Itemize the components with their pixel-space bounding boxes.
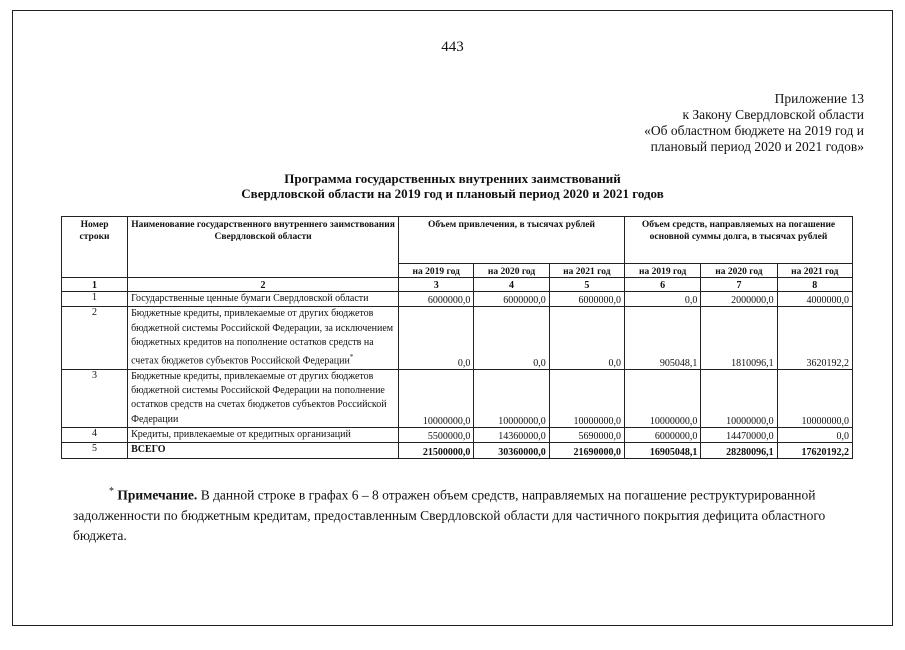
cell-value: 0,0 (625, 292, 701, 307)
cell-value: 6000000,0 (474, 292, 549, 307)
column-number: 3 (399, 278, 474, 292)
cell-value: 17620192,2 (777, 443, 852, 458)
cell-value: 0,0 (474, 307, 549, 370)
header-year: на 2019 год (625, 264, 701, 278)
cell-value: 6000000,0 (625, 428, 701, 443)
header-year: на 2021 год (777, 264, 852, 278)
cell-value: 14470000,0 (701, 428, 777, 443)
document-page (12, 10, 893, 626)
row-name: ВСЕГО (128, 443, 399, 458)
row-name: Кредиты, привлекаемые от кредитных организаций (128, 428, 399, 443)
borrowings-table (61, 216, 853, 459)
cell-value: 10000000,0 (701, 369, 777, 427)
title-line: Программа государственных внутренних заимствований (284, 171, 621, 186)
header-row-number: Номер строки (62, 217, 128, 278)
cell-value: 10000000,0 (625, 369, 701, 427)
row-number: 4 (62, 428, 128, 443)
column-number: 4 (474, 278, 549, 292)
cell-value: 10000000,0 (474, 369, 549, 427)
table-row (62, 369, 853, 427)
appendix-line: к Закону Свердловской области (682, 107, 864, 122)
row-name: Бюджетные кредиты, привлекаемые от других бюджетов бюджетной системы Российской Федерации на пополнение остатков средств на счетах бюджетов субъектов Российской Федерации (128, 369, 399, 427)
cell-value: 16905048,1 (625, 443, 701, 458)
cell-value: 10000000,0 (549, 369, 624, 427)
column-number: 1 (62, 278, 128, 292)
table-row-total (62, 443, 853, 458)
cell-value: 6000000,0 (549, 292, 624, 307)
appendix-line: плановый период 2020 и 2021 годов» (650, 139, 864, 154)
header-attract: Объем привлечения, в тысячах рублей (399, 217, 625, 264)
cell-value: 1810096,1 (701, 307, 777, 370)
header-repay: Объем средств, направляемых на погашение основной суммы долга, в тысячах рублей (625, 217, 853, 264)
cell-value: 14360000,0 (474, 428, 549, 443)
cell-value: 21690000,0 (549, 443, 624, 458)
header-name: Наименование государственного внутреннего заимствования Свердловской области (128, 217, 399, 278)
title-line: Свердловской области на 2019 год и плановый период 2020 и 2021 годов (241, 186, 664, 201)
page-number: 443 (441, 39, 464, 55)
row-number: 2 (62, 307, 128, 370)
cell-value: 905048,1 (625, 307, 701, 370)
cell-value: 5500000,0 (399, 428, 474, 443)
cell-value: 30360000,0 (474, 443, 549, 458)
table-row (62, 307, 853, 370)
row-number: 5 (62, 443, 128, 458)
row-number: 3 (62, 369, 128, 427)
column-number: 5 (549, 278, 624, 292)
cell-value: 3620192,2 (777, 307, 852, 370)
document-title (13, 171, 892, 201)
note-text: В данной строке в графах 6 – 8 отражен объем средств, направляемых на погашение реструктурированной задолженности по бюджетным кредитам, предоставленным Свердловской области для частичного покрытия дефицита областного бюджета. (73, 487, 826, 543)
header-year: на 2021 год (549, 264, 624, 278)
footnote-mark: * (349, 353, 354, 362)
row-number: 1 (62, 292, 128, 307)
cell-value: 0,0 (549, 307, 624, 370)
appendix-line: «Об областном бюджете на 2019 год и (644, 123, 864, 138)
column-number: 2 (128, 278, 399, 292)
cell-value: 0,0 (399, 307, 474, 370)
cell-value: 28280096,1 (701, 443, 777, 458)
header-year: на 2020 год (474, 264, 549, 278)
column-number: 7 (701, 278, 777, 292)
cell-value: 2000000,0 (701, 292, 777, 307)
column-number: 8 (777, 278, 852, 292)
header-year: на 2019 год (399, 264, 474, 278)
cell-value: 21500000,0 (399, 443, 474, 458)
column-number: 6 (625, 278, 701, 292)
cell-value: 6000000,0 (399, 292, 474, 307)
cell-value: 0,0 (777, 428, 852, 443)
footnote-note (73, 482, 852, 546)
cell-value: 5690000,0 (549, 428, 624, 443)
note-star: * (109, 486, 114, 497)
table-row (62, 292, 853, 307)
table-row (62, 428, 853, 443)
cell-value: 10000000,0 (777, 369, 852, 427)
row-name: Государственные ценные бумаги Свердловской области (128, 292, 399, 307)
cell-value: 4000000,0 (777, 292, 852, 307)
row-name: Бюджетные кредиты, привлекаемые от других бюджетов бюджетной системы Российской Федерации, за исключением бюджетных кредитов на пополнение остатков средств на счетах бюджетов субъектов Российской Федерации (131, 308, 394, 367)
appendix-block (644, 91, 864, 155)
row-name-cell (128, 307, 399, 370)
note-label: Примечание. (117, 487, 198, 503)
header-year: на 2020 год (701, 264, 777, 278)
cell-value: 10000000,0 (399, 369, 474, 427)
appendix-line: Приложение 13 (774, 91, 864, 106)
